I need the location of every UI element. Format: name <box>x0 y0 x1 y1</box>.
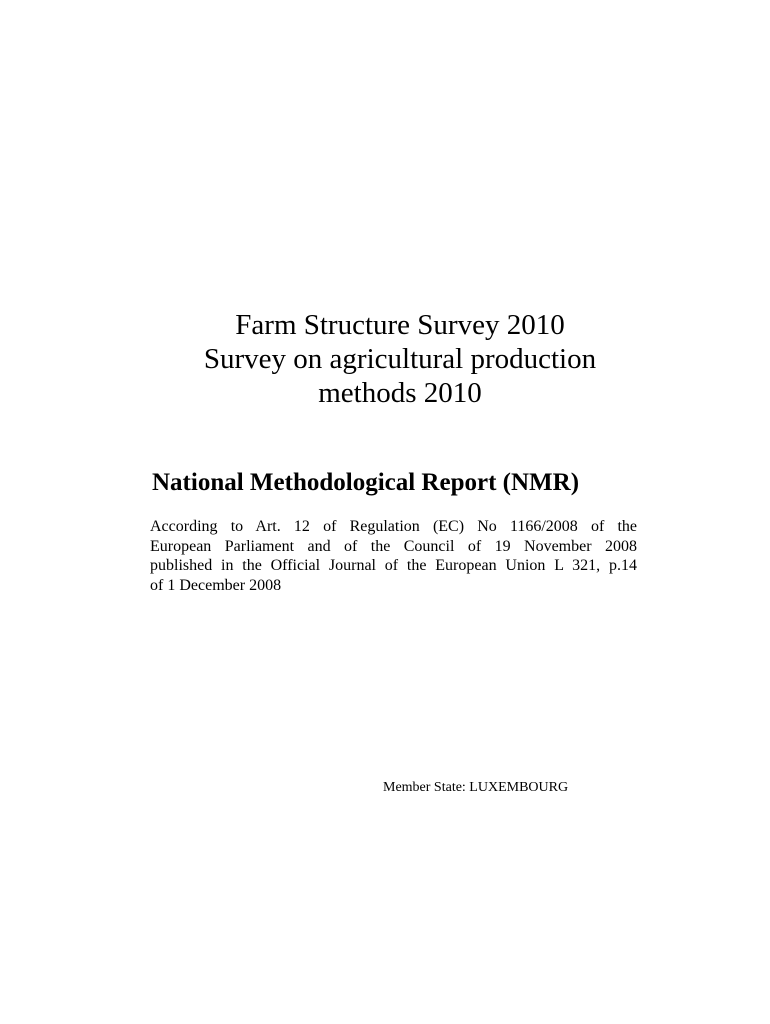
report-heading: National Methodological Report (NMR) <box>152 469 580 496</box>
title-line-production: Survey on agricultural production <box>203 343 597 375</box>
title-line-methods: methods 2010 <box>318 377 482 409</box>
regulation-line-2: European Parliament and of the Council of 19 November 2008 <box>150 537 637 555</box>
regulation-line-3: published in the Official Journal of the European Union L 321, p.14 <box>150 557 637 574</box>
regulation-paragraph <box>150 517 637 595</box>
regulation-line-4: of 1 December 2008 <box>150 576 282 594</box>
title-line-survey: Farm Structure Survey 2010 <box>235 309 565 341</box>
regulation-line-1: According to Art. 12 of Regulation (EC) No 1166/2008 of the <box>150 518 637 535</box>
document-title <box>0 308 770 410</box>
member-state-label: Member State: LUXEMBOURG <box>383 780 569 795</box>
